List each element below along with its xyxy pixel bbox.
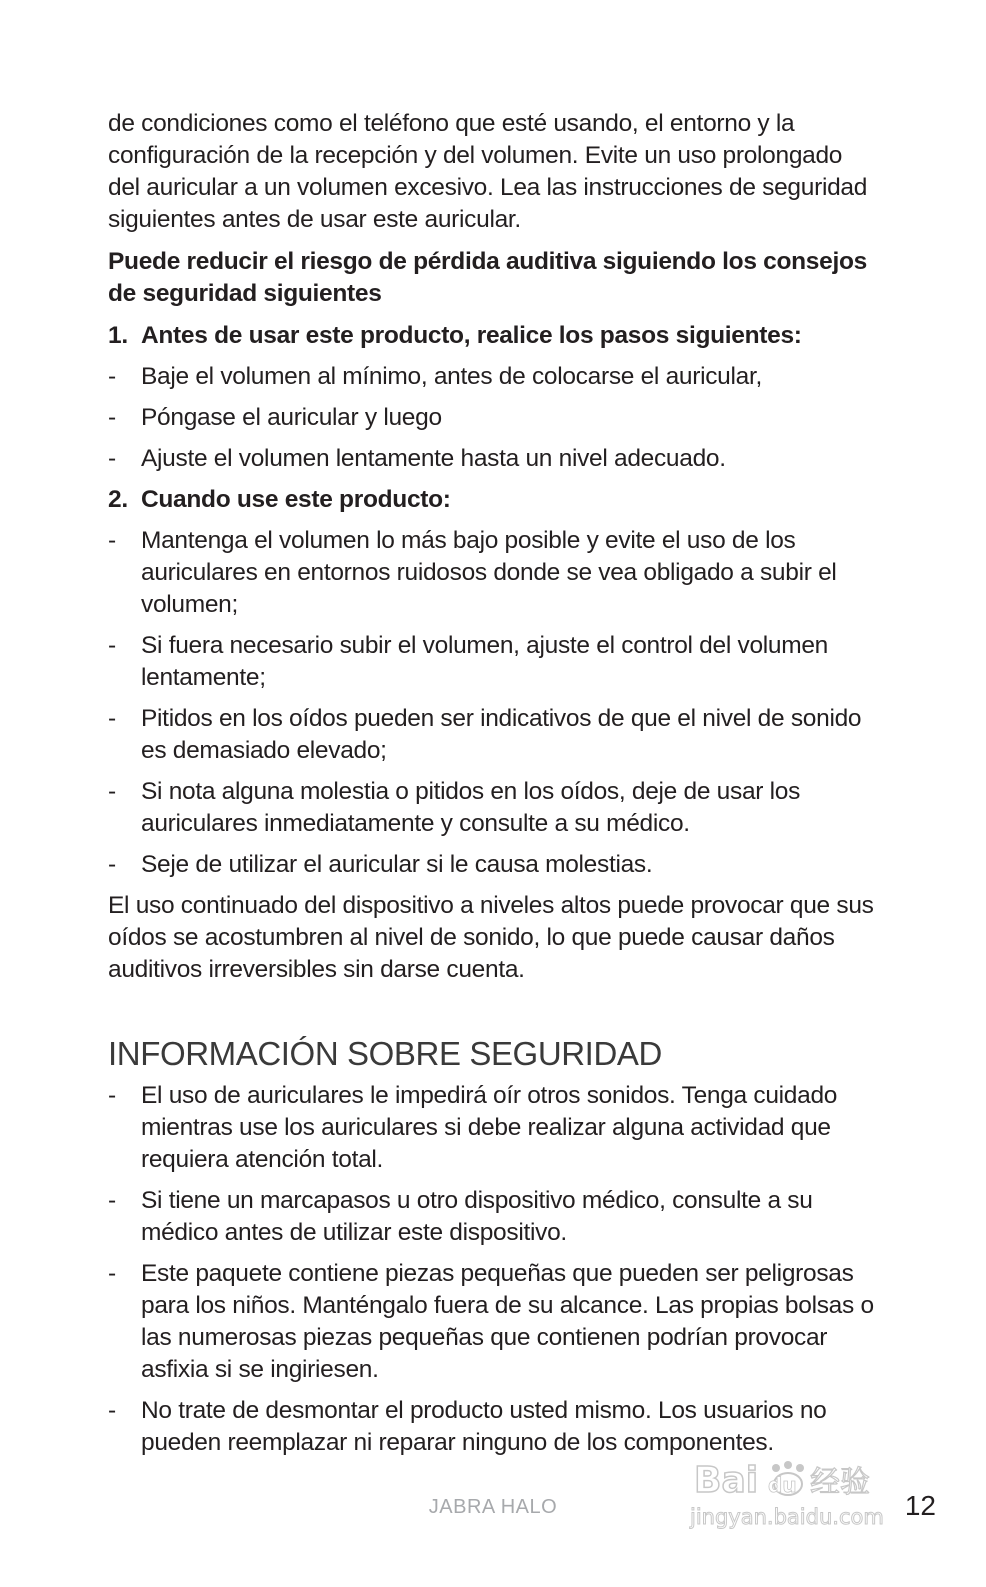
svg-text:du: du	[768, 1473, 797, 1497]
footer-product-name: JABRA HALO	[428, 1496, 558, 1518]
list-item: - Si nota alguna molestia o pitidos en los oídos, deje de usar los auriculares inmediatamente y consulte a su médico.	[108, 778, 801, 837]
intro-paragraph: de condiciones como el teléfono que esté usando, el entorno y la configuración de la recepción y del volumen. Evite un uso prolongado del auricular a un volumen excesivo. Lea las instrucciones de seguridad siguientes antes de usar este auricular.	[108, 110, 868, 233]
step-1-heading	[108, 320, 878, 352]
manual-page	[108, 108, 878, 1468]
list-item: - Póngase el auricular y luego	[108, 404, 442, 431]
list-item: - Si fuera necesario subir el volumen, ajuste el control del volumen lentamente;	[108, 632, 828, 691]
list-item: - El uso de auriculares le impedirá oír otros sonidos. Tenga cuidado mientras use los auriculares si debe realizar alguna actividad que requiera atención total.	[108, 1082, 838, 1173]
list-item: - Si tiene un marcapasos u otro dispositivo médico, consulte a su médico antes de utilizar este dispositivo.	[108, 1187, 813, 1246]
list-item: - Este paquete contiene piezas pequeñas que pueden ser peligrosas para los niños. Manténgalo fuera de su alcance. Las propias bolsas o las numerosas piezas pequeñas que contienen podrían provocar asfixia si se ingiriesen.	[108, 1260, 874, 1383]
step-2-number: 2.	[108, 486, 128, 513]
list-item: - Mantenga el volumen lo más bajo posible y evite el uso de los auriculares en entornos ruidosos donde se vea obligado a subir el volumen;	[108, 527, 837, 618]
list-item: - Pitidos en los oídos pueden ser indicativos de que el nivel de sonido es demasiado elevado;	[108, 705, 862, 764]
page-number: 12	[904, 1490, 936, 1521]
list-item: - Seje de utilizar el auricular si le causa molestias.	[108, 851, 653, 878]
step-2-list	[108, 525, 878, 881]
step-2-title: Cuando use este producto:	[141, 486, 451, 513]
risk-heading: Puede reducir el riesgo de pérdida auditiva siguiendo los consejos de seguridad siguientes	[108, 248, 867, 307]
step-1-list	[108, 361, 878, 475]
list-item: - No trate de desmontar el producto usted mismo. Los usuarios no pueden reemplazar ni reparar ninguno de los componentes.	[108, 1397, 827, 1456]
svg-text:Bai: Bai	[694, 1460, 759, 1501]
closing-paragraph: El uso continuado del dispositivo a niveles altos puede provocar que sus oídos se acostumbren al nivel de sonido, lo que puede causar daños auditivos irreversibles sin darse cuenta.	[108, 892, 874, 983]
list-item: - Ajuste el volumen lentamente hasta un nivel adecuado.	[108, 445, 726, 472]
step-1-title: Antes de usar este producto, realice los pasos siguientes:	[141, 322, 802, 349]
safety-list	[108, 1080, 878, 1459]
step-1-number: 1.	[108, 322, 128, 349]
svg-text:经验: 经验	[810, 1465, 870, 1500]
safety-section-title: INFORMACIÓN SOBRE SEGURIDAD	[108, 1035, 662, 1072]
svg-text:jingyan.baidu.com: jingyan.baidu.com	[690, 1505, 884, 1529]
step-2-heading	[108, 484, 878, 516]
list-item: - Baje el volumen al mínimo, antes de colocarse el auricular,	[108, 363, 762, 390]
